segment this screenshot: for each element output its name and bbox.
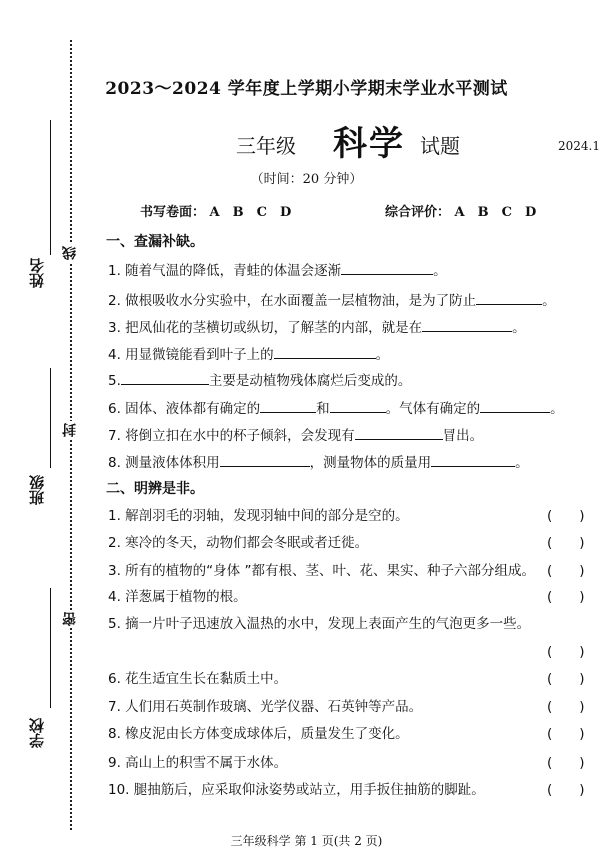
q7-end: 冒出。: [442, 428, 484, 444]
q7-blank[interactable]: [355, 426, 443, 441]
q6-blank-1[interactable]: [260, 399, 316, 414]
q5-blank[interactable]: [121, 371, 209, 386]
judge-question-9: 9. 高山上的积雪不属于水体。: [108, 755, 288, 771]
paper-text: 试题: [420, 134, 460, 158]
class-field-line[interactable]: [50, 368, 51, 468]
time-limit: （时间：20 分钟）: [250, 172, 363, 187]
class-label: 班级: [28, 475, 46, 505]
answer-paren-3[interactable]: ( ): [547, 563, 585, 579]
writing-evaluation: [140, 201, 291, 220]
judge-question-10: 10. 腿抽筋后，应采取仰泳姿势或站立，用手扳住抽筋的脚趾。: [108, 782, 485, 798]
subject-text: 科学: [333, 124, 405, 164]
fill-question-1: [108, 259, 447, 279]
judge-question-4: 4. 洋葱属于植物的根。: [108, 589, 247, 605]
judge-question-7: 7. 人们用石英制作玻璃、光学仪器、石英钟等产品。: [108, 699, 423, 715]
q6-and: 和: [316, 401, 330, 417]
page-footer: 三年级科学 第 1 页(共 2 页): [230, 834, 383, 848]
school-field-line[interactable]: [50, 588, 51, 708]
q5-text: 5.: [108, 373, 121, 389]
section1-heading: 一、查漏补缺。: [106, 234, 204, 250]
q4-end: 。: [375, 347, 390, 363]
judge-question-3: 3. 所有的植物的“身体 ”都有根、茎、叶、花、果实、种子六部分组成。: [108, 563, 535, 579]
fill-question-6: [108, 397, 564, 417]
q6-blank-2[interactable]: [330, 399, 386, 414]
answer-paren-4[interactable]: ( ): [547, 589, 585, 605]
exam-title: 2023～2024 学年度上学期小学期末学业水平测试: [105, 79, 508, 99]
q7-text: 7. 将倒立扣在水中的杯子倾斜，会发现有: [108, 428, 355, 444]
q2-blank[interactable]: [476, 291, 542, 306]
judge-question-2: 2. 寒冷的冬天，动物们都会冬眠或者迁徙。: [108, 535, 369, 551]
answer-paren-2[interactable]: ( ): [547, 535, 585, 551]
answer-paren-5[interactable]: ( ): [547, 644, 585, 660]
q8-blank-1[interactable]: [220, 453, 310, 468]
q6-text: 6. 固体、液体都有确定的: [108, 401, 261, 417]
q8-blank-2[interactable]: [431, 453, 515, 468]
judge-question-8: 8. 橡皮泥由长方体变成球体后，质量发生了变化。: [108, 726, 409, 742]
binding-mark-secret: 密: [62, 612, 78, 626]
writing-options[interactable]: A B C D: [209, 205, 292, 220]
q8-text: 8. 测量液体体积用: [108, 455, 220, 471]
q2-text: 2. 做根吸收水分实验中，在水面覆盖一层植物油，是为了防止: [108, 293, 477, 309]
q6-blank-3[interactable]: [480, 399, 550, 414]
binding-mark-line: 线: [62, 246, 78, 260]
fill-question-5: [108, 369, 411, 389]
answer-paren-8[interactable]: ( ): [547, 726, 585, 742]
binding-mark-seal: 封: [62, 423, 78, 437]
q3-blank[interactable]: [422, 318, 512, 333]
q1-text: 1. 随着气温的降低，青蛙的体温会逐渐: [108, 263, 342, 279]
section2-heading: 二、明辨是非。: [106, 481, 204, 497]
grade-text: 三年级: [236, 134, 296, 158]
answer-paren-9[interactable]: ( ): [547, 755, 585, 771]
subtitle-row: [0, 112, 613, 162]
fill-question-8: [108, 451, 529, 471]
overall-label: 综合评价：: [385, 205, 451, 220]
q1-blank[interactable]: [341, 261, 433, 276]
q8-end: 。: [515, 455, 529, 471]
name-label: 姓名: [28, 258, 46, 288]
q6-end: 。: [550, 401, 564, 417]
fill-question-2: [108, 289, 556, 309]
fill-question-3: [108, 316, 526, 336]
fill-question-7: [108, 424, 483, 444]
q1-end: 。: [433, 263, 447, 279]
q8-mid: ，测量物体的质量用: [309, 455, 432, 471]
overall-evaluation: [385, 201, 536, 220]
answer-paren-1[interactable]: ( ): [547, 508, 585, 524]
q3-end: 。: [512, 320, 526, 336]
judge-question-6: 6. 花生适宜生长在黏质土中。: [108, 671, 288, 687]
judge-question-5: 5. 摘一片叶子迅速放入温热的水中，发现上表面产生的气泡更多一些。: [108, 616, 531, 632]
q4-blank[interactable]: [274, 345, 376, 360]
judge-question-1: 1. 解剖羽毛的羽轴，发现羽轴中间的部分是空的。: [108, 508, 409, 524]
q2-end: 。: [542, 293, 556, 309]
school-label: 学校: [28, 718, 46, 748]
overall-options[interactable]: A B C D: [454, 205, 537, 220]
exam-date: 2024.1: [558, 139, 600, 153]
q4-text: 4. 用显微镜能看到叶子上的: [108, 347, 274, 363]
answer-paren-6[interactable]: ( ): [547, 671, 585, 687]
writing-label: 书写卷面：: [140, 205, 206, 220]
q5-end: 主要是动植物残体腐烂后变成的。: [208, 373, 412, 389]
answer-paren-10[interactable]: ( ): [547, 782, 585, 798]
fill-question-4: [108, 343, 389, 363]
q6-mid: 。气体有确定的: [385, 401, 481, 417]
answer-paren-7[interactable]: ( ): [547, 699, 585, 715]
q3-text: 3. 把凤仙花的茎横切或纵切，了解茎的内部，就是在: [108, 320, 423, 336]
